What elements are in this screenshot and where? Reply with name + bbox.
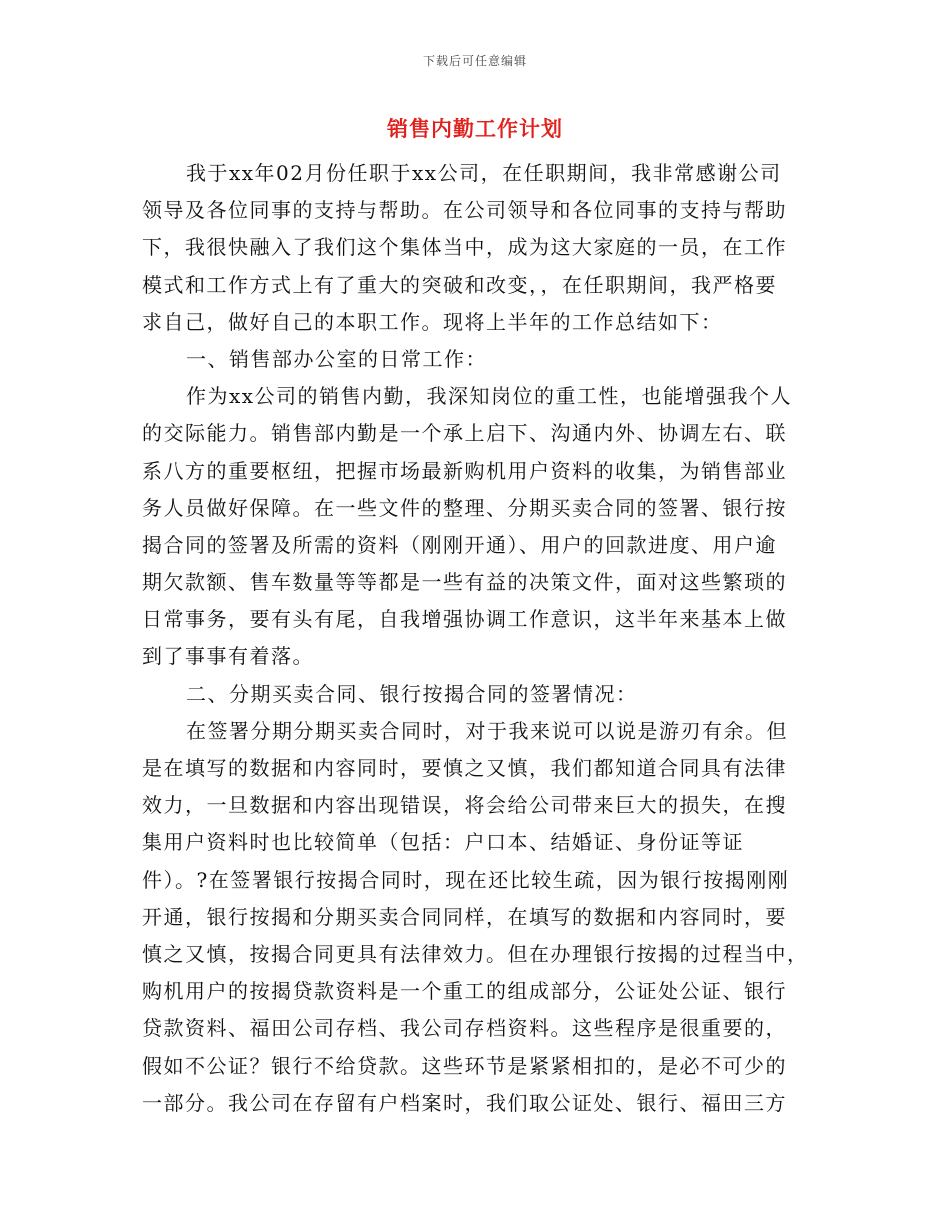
body-text-line: 一部分。我公司在存留有户档案时，我们取公证处、银行、福田三方 <box>142 1090 787 1115</box>
body-text-line: 我于xx年02月份任职于xx公司，在任职期间，我非常感谢公司 <box>186 161 782 185</box>
body-text-line: 开通，银行按揭和分期买卖合同同样，在填写的数据和内容同时，要 <box>142 904 787 929</box>
body-text-line: 求自己，做好自己的本职工作。现将上半年的工作总结如下： <box>142 309 723 334</box>
body-text-line: 二、分期买卖合同、银行按揭合同的签署情况： <box>186 681 638 706</box>
body-text-line: 日常事务，要有头有尾，自我增强协调工作意识，这半年来基本上做 <box>142 607 787 632</box>
body-text-line: 领导及各位同事的支持与帮助。在公司领导和各位同事的支持与帮助 <box>142 198 787 223</box>
body-text-line: 期欠款额、售车数量等等都是一些有益的决策文件，面对这些繁琐的 <box>142 570 787 595</box>
body-text-line: 的交际能力。销售部内勤是一个承上启下、沟通内外、协调左右、联 <box>142 421 787 446</box>
body-text-line: 件）。?在签署银行按揭合同时，现在还比较生疏，因为银行按揭刚刚 <box>142 867 790 892</box>
body-text-line: 作为xx公司的销售内勤，我深知岗位的重工性，也能增强我个人 <box>186 384 793 409</box>
body-text-line: 集用户资料时也比较简单（包括：户口本、结婚证、身份证等证 <box>142 830 744 855</box>
body-text-line: 效力，一旦数据和内容出现错误，将会给公司带来巨大的损失，在搜 <box>142 793 787 818</box>
body-text-line: 假如不公证？银行不给贷款。这些环节是紧紧相扣的，是必不可少的 <box>142 1053 787 1078</box>
body-text-line: 模式和工作方式上有了重大的突破和改变，，在任职期间，我严格要 <box>142 272 777 297</box>
body-text-line: 贷款资料、福田公司存档、我公司存档资料。这些程序是很重要的， <box>142 1016 787 1041</box>
body-text-line: 一、销售部办公室的日常工作： <box>186 346 487 371</box>
body-text-line: 揭合同的签署及所需的资料（刚刚开通）、用户的回款进度、用户逾 <box>142 532 777 557</box>
body-text-line: 慎之又慎，按揭合同更具有法律效力。但在办理银行按揭的过程当中， <box>142 941 809 966</box>
body-text-line: 务人员做好保障。在一些文件的整理、分期买卖合同的签署、银行按 <box>142 495 787 520</box>
body-text-line: 在签署分期分期买卖合同时，对于我来说可以说是游刃有余。但 <box>186 718 788 743</box>
page-header-note: 下载后可任意编辑 <box>422 54 527 68</box>
body-text-line: 购机用户的按揭贷款资料是一个重工的组成部分，公证处公证、银行 <box>142 979 787 1004</box>
body-text-line: 系八方的重要枢纽，把握市场最新购机用户资料的收集，为销售部业 <box>142 458 787 483</box>
body-text-line: 是在填写的数据和内容同时，要慎之又慎，我们都知道合同具有法律 <box>142 756 787 780</box>
body-text-line: 到了事事有着落。 <box>142 644 314 669</box>
document-title: 销售内勤工作计划 <box>387 116 563 141</box>
body-text-line: 下，我很快融入了我们这个集体当中，成为这大家庭的一员，在工作 <box>142 235 787 260</box>
document-body <box>142 155 808 1122</box>
